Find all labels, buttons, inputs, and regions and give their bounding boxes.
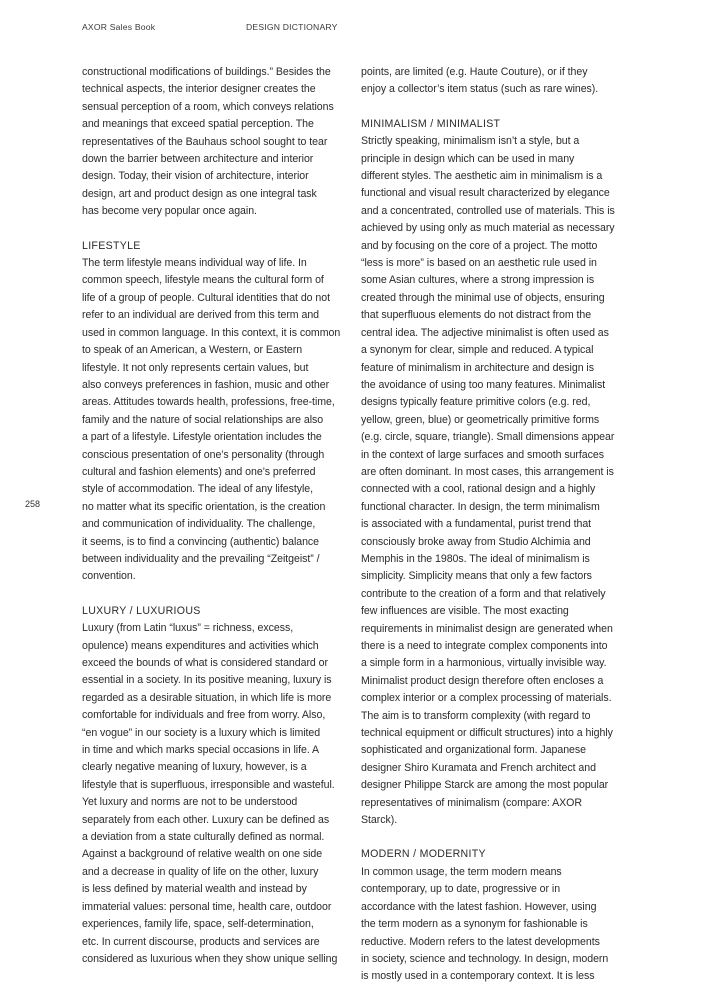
continued-paragraph-text: constructional modifications of buildings.” Besides the technical aspects, the interior designer creates the sensual perception of a room, which conveys relations and meanings that exceed spatial perception. The representatives of the Bauhaus school sought to tear down the barrier between architecture and interior design. Today, their vision of architecture, interior design, art and product design as one integral task has become very popular once again.	[82, 66, 334, 218]
continued-paragraph-text: points, are limited (e.g. Haute Couture), or if they enjoy a collector’s item status (such as rare wines).	[361, 66, 599, 96]
left-text-column	[82, 64, 348, 968]
running-header-section: DESIGN DICTIONARY	[246, 22, 338, 32]
entry-title-modern: MODERN / MODERNITY	[361, 848, 486, 861]
entry-body-modern: In common usage, the term modern means contemporary, up to date, progressive or in accordance with the latest fashion. However, using the term modern as a synonym for fashionable is reductive. Modern refers to the latest developments in society, science and technology. In design, modern is mostly used in a contemporary context. It is less	[361, 865, 609, 983]
entry-title-lifestyle: LIFESTYLE	[82, 239, 141, 252]
entry-minimalism	[361, 116, 627, 830]
entry-body-luxury: Luxury (from Latin “luxus” = richness, excess, opulence) means expenditures and activities which exceed the bounds of what is considered standard or essential in a society. In its positive meaning, luxury is regarded as a desirable situation, in which life is more comfortable for individuals and free from worry. Also, “en vogue” in our society is a luxury which is limited in time and which marks special occasions in life. A clearly negative meaning of luxury, however, is a lifestyle that is superfluous, irresponsible and wasteful. Yet luxury and norms are not to be understood separately from each other. Luxury can be defined as a deviation from a state culturally defined as normal. Against a background of relative wealth on one side and a decrease in quality of life on the other, luxury is less defined by material wealth and instead by immaterial values: personal time, health care, outdoor experiences, family life, space, self-determination, etc. In current discourse, products and services are considered as luxurious when they show unique selling	[82, 622, 338, 965]
entry-modern	[361, 846, 627, 985]
entry-body-minimalism: Strictly speaking, minimalism isn’t a style, but a principle in design which can be used in many different styles. The aesthetic aim in minimalism is a functional and visual result characterized by elegance and a concentrated, controlled use of materials. This is achieved by using only as much material as necessary and by focusing on the core of a project. The motto “less is more” is based on an aesthetic rule used in some Asian cultures, where a strong impression is created through the minimal use of objects, ensuring that superfluous elements do not distract from the central idea. The adjective minimalist is often used as a synonym for clear, simple and reduced. A typical feature of minimalism in architecture and design is the avoidance of using too many features. Minimalist designs typically feature primitive colors (e.g. red, yellow, green, blue) or geometrically primitive forms (e.g. circle, square, triangle). Small dimensions appear in the context of large surfaces and smooth surfaces are often dominant. In most cases, this arrangement is connected with a cool, rational design and a highly functional character. In design, the term minimalism is associated with a fundamental, purist trend that consciously broke away from Studio Alchimia and Memphis in the 1980s. The ideal of minimalism is simplicity. Simplicity means that only a few factors contribute to the creation of a form and that relatively few influences are visible. The most exacting requirements in minimalist design are generated when there is a need to integrate complex components into a simple form in a harmonious, virtually invisible way. Minimalist product design therefore often encloses a complex interior or a complex processing of materials. The aim is to transform complexity (with regard to technical equipment or difficult structures) into a highly sophisticated and organizational form. Japanese designer Shiro Kuramata and French architect and designer Philippe Starck are among the most popular representatives of minimalism (compare: AXOR Starck).	[361, 135, 615, 827]
entry-lifestyle	[82, 238, 348, 586]
right-text-column	[361, 64, 627, 986]
entry-title-minimalism: MINIMALISM / MINIMALIST	[361, 117, 501, 130]
entry-body-lifestyle: The term lifestyle means individual way of life. In common speech, lifestyle means the cultural form of life of a group of people. Cultural identities that do not refer to an individual are derived from this term and used in common language. In this context, it is common to speak of an American, a Western, or Eastern lifestyle. It not only represents certain values, but also conveys preferences in fashion, music and other areas. Attitudes towards health, professions, free-time, family and the nature of social relationships are also a part of a lifestyle. Lifestyle orientation includes the conscious presentation of one’s personality (through cultural and fashion elements) and one’s preferred style of accommodation. The ideal of any lifestyle, no matter what its specific orientation, is the creation and communication of individuality. The challenge, it seems, is to find a convincing (authentic) balance between individuality and the prevailing “Zeitgeist” / convention.	[82, 257, 341, 583]
continued-paragraph-left	[82, 64, 348, 221]
continued-paragraph-right	[361, 64, 627, 99]
running-header-book-title: AXOR Sales Book	[82, 22, 156, 32]
entry-luxury	[82, 603, 348, 969]
page-number: 258	[25, 499, 41, 509]
entry-title-luxury: LUXURY / LUXURIOUS	[82, 604, 201, 617]
